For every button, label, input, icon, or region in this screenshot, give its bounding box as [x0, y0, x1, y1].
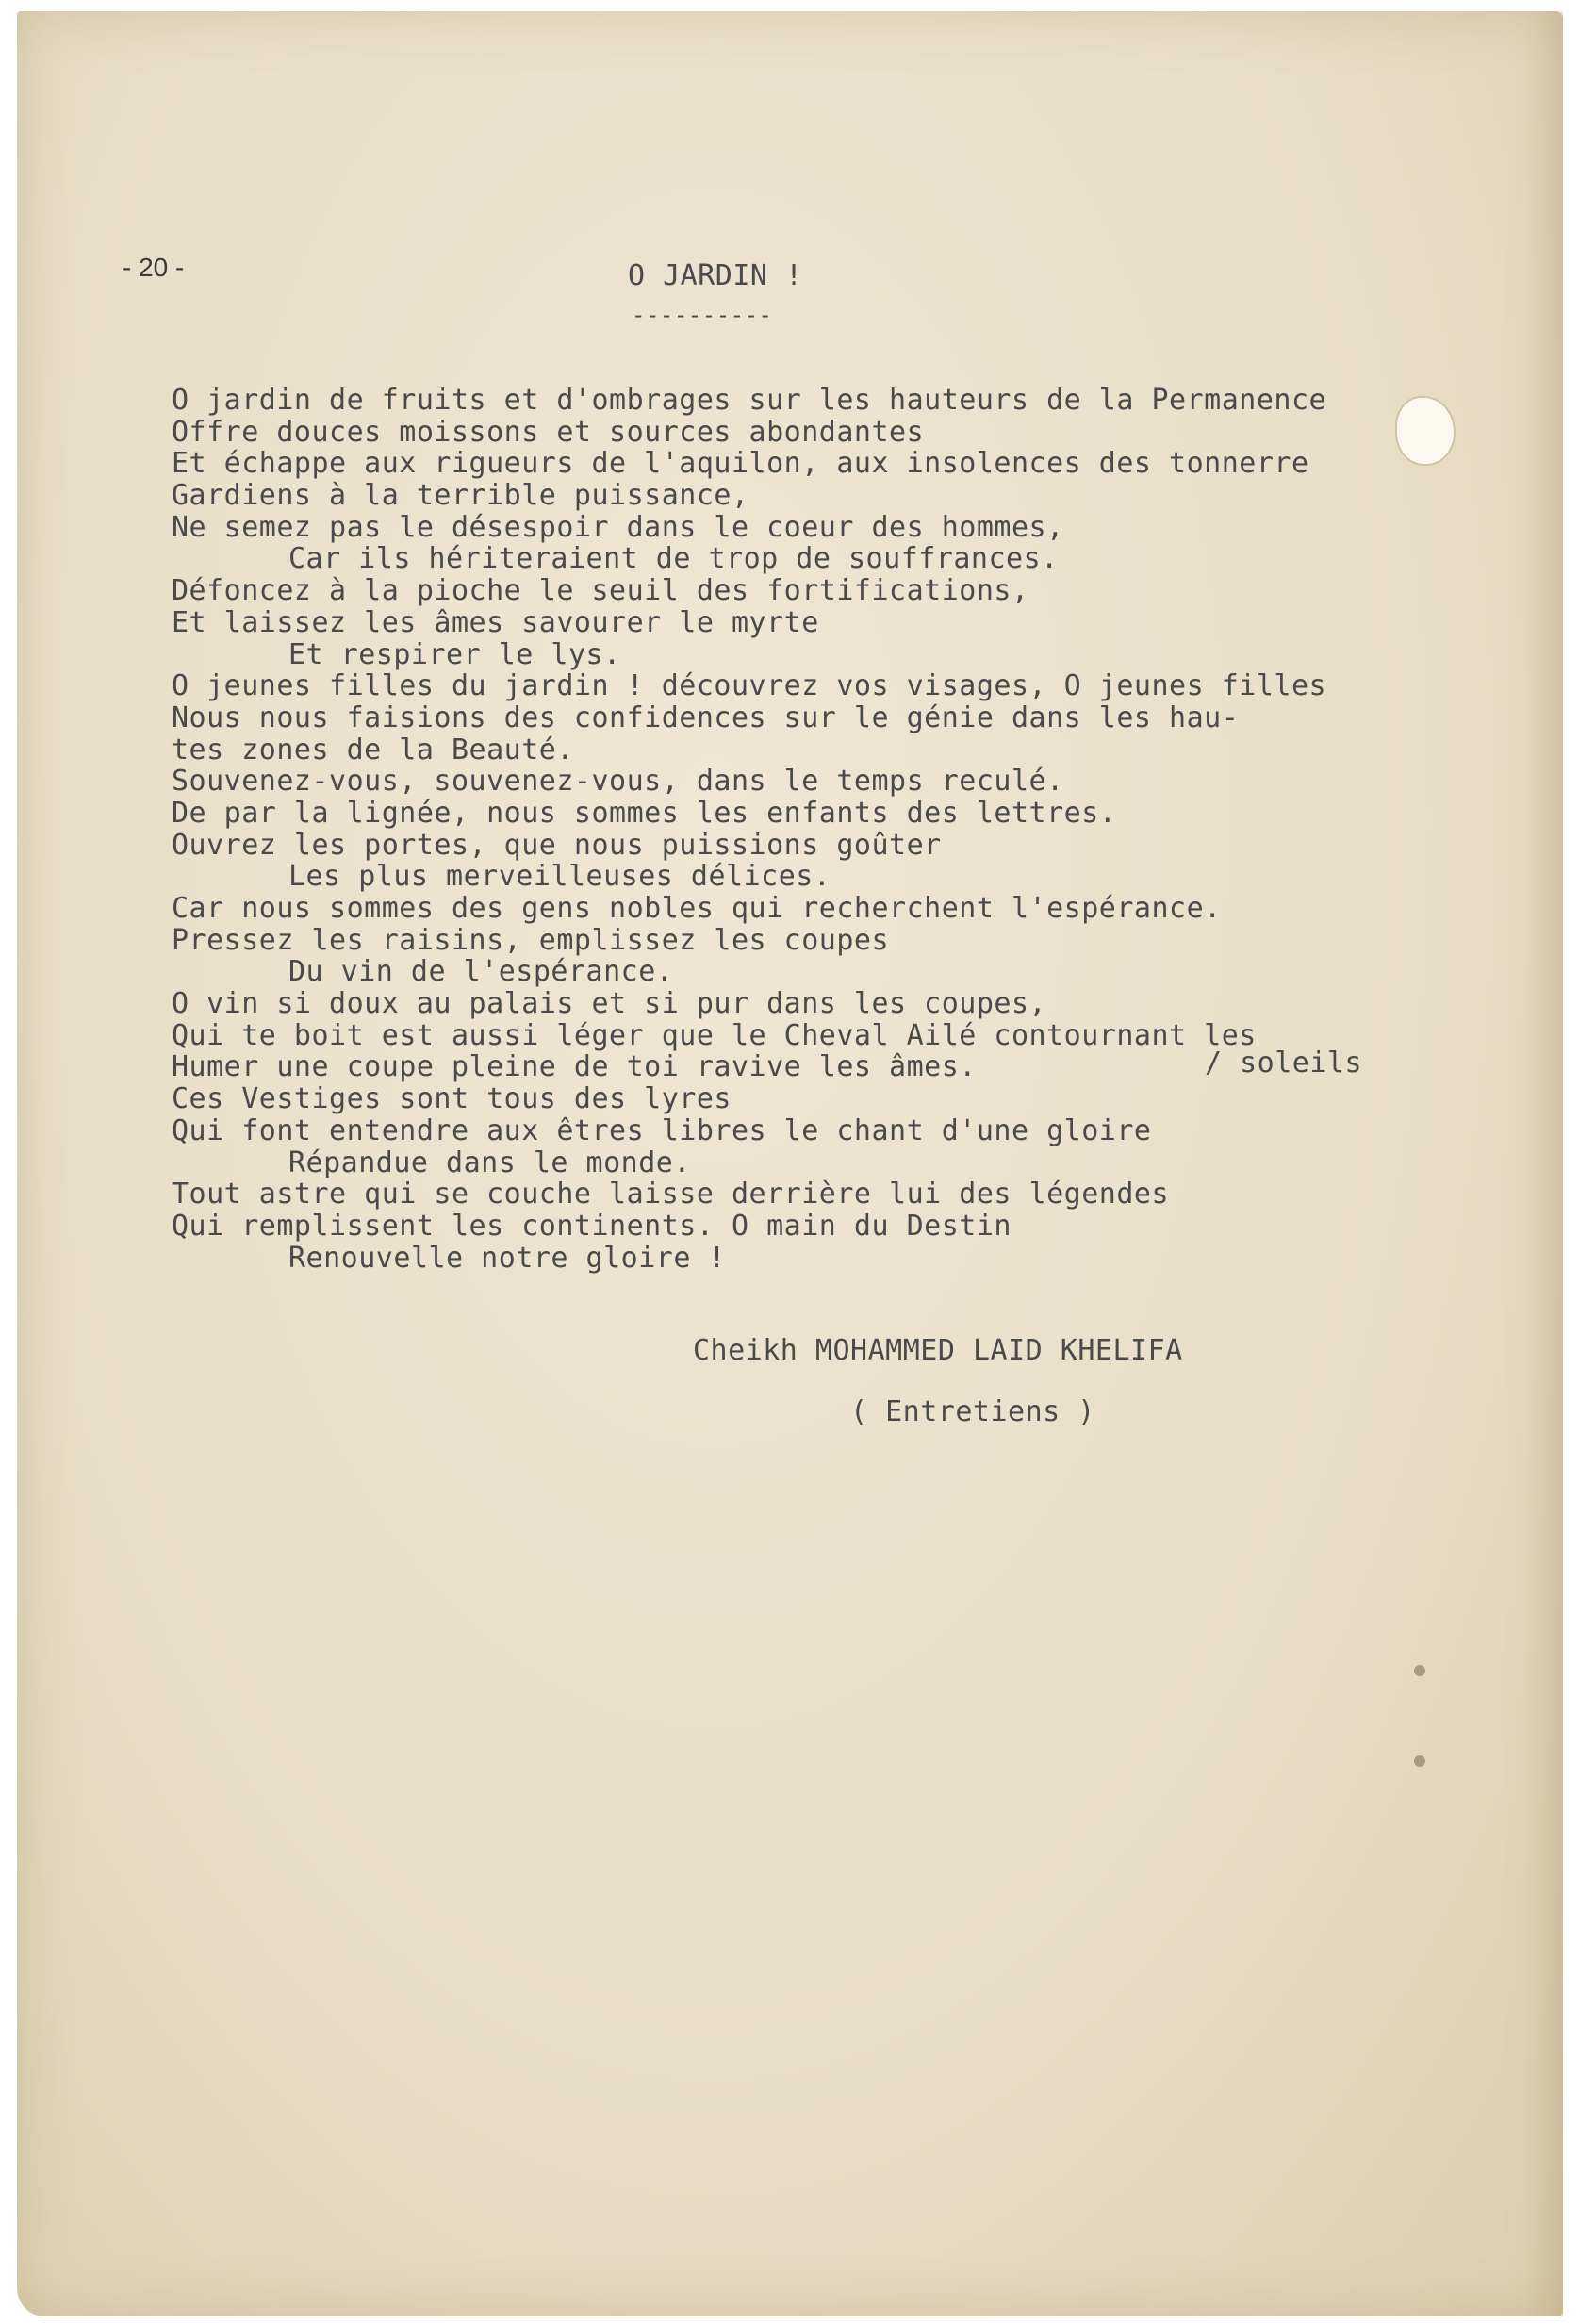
page-title: O JARDIN ! — [628, 259, 803, 292]
poem-line: Répandue dans le monde. — [288, 1146, 691, 1179]
poem-line: Les plus merveilleuses délices. — [288, 860, 831, 894]
poem-line: Souvenez-vous, souvenez-vous, dans le temps reculé. — [172, 765, 1064, 799]
page-number: - 20 - — [123, 253, 185, 282]
poem-line: Offre douces moissons et sources abondantes — [172, 415, 925, 449]
poem-line: Qui remplissent les continents. O main du Destin — [172, 1209, 1012, 1243]
poem-line: Pressez les raisins, emplissez les coupes — [172, 923, 890, 957]
poem-line: O jardin de fruits et d'ombrages sur les hauteurs de la Permanence — [172, 384, 1327, 417]
poem-line: Du vin de l'espérance. — [288, 955, 674, 989]
staple-hole — [1414, 1665, 1425, 1676]
poem-line: De par la lignée, nous sommes les enfants des lettres. — [172, 796, 1117, 830]
poem-line: Humer une coupe pleine de toi ravive les âmes. — [172, 1050, 977, 1084]
poem-body — [172, 385, 1326, 1274]
source-reference: ( Entretiens ) — [850, 1395, 1095, 1428]
poem-line: Et laissez les âmes savourer le myrte — [172, 605, 819, 639]
title-underline: ---------- — [632, 302, 773, 328]
poem-line: Nous nous faisions des confidences sur le génie dans les hau- — [172, 700, 1240, 734]
poem-line: Qui te boit est aussi léger que le Cheval Ailé contournant les — [172, 1018, 1257, 1052]
poem-line: tes zones de la Beauté. — [172, 733, 574, 766]
staple-hole — [1414, 1755, 1425, 1767]
poem-line: Gardiens à la terrible puissance, — [172, 479, 749, 513]
poem-line: Ouvrez les portes, que nous puissions goûter — [172, 828, 942, 862]
poem-line: Et échappe aux rigueurs de l'aquilon, aux insolences des tonnerre — [172, 447, 1309, 481]
poem-line: Car ils hériteraient de trop de souffrances. — [288, 542, 1059, 576]
paper-damage-spot — [1395, 396, 1456, 466]
poem-line: Et respirer le lys. — [288, 637, 621, 671]
poem-line: Qui font entendre aux êtres libres le chant d'une gloire — [172, 1113, 1152, 1147]
poem-line: O jeunes filles du jardin ! découvrez vos visages, O jeunes filles — [172, 669, 1327, 703]
paper-edge-shading — [1525, 11, 1563, 2316]
poem-line: Ne semez pas le désespoir dans le coeur des hommes, — [172, 510, 1064, 544]
poem-line: Car nous sommes des gens nobles qui recherchent l'espérance. — [172, 892, 1222, 925]
poem-line: O vin si doux au palais et si pur dans les coupes, — [172, 987, 1047, 1021]
poem-line: Renouvelle notre gloire ! — [288, 1241, 727, 1275]
author-signature: Cheikh MOHAMMED LAID KHELIFA — [693, 1334, 1183, 1367]
margin-note: / soleils — [1205, 1047, 1363, 1080]
poem-line: Ces Vestiges sont tous des lyres — [172, 1082, 732, 1116]
poem-line: Tout astre qui se couche laisse derrière lui des légendes — [172, 1178, 1170, 1211]
poem-line: Défoncez à la pioche le seuil des fortifications, — [172, 574, 1029, 608]
